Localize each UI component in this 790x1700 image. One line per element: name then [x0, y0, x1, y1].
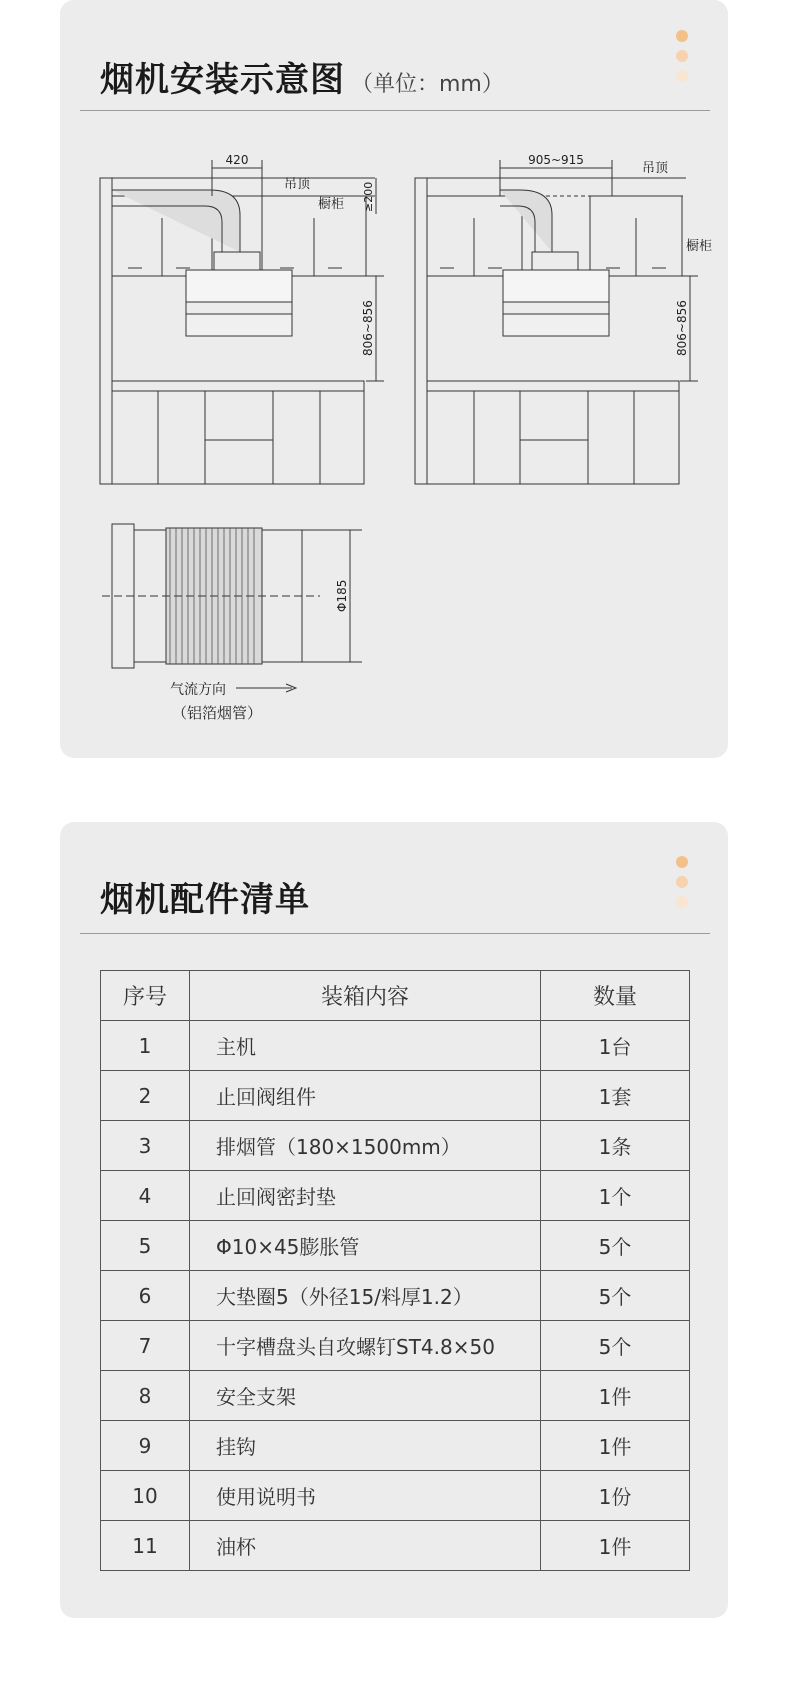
table-row: [101, 1521, 690, 1571]
pipe-name-label: （铝箔烟管）: [172, 704, 263, 722]
table-row: [101, 1221, 690, 1271]
row-no: 6: [101, 1271, 190, 1321]
ceiling-label-left: 吊顶: [284, 177, 311, 192]
table-row: [101, 1121, 690, 1171]
installation-title-text: 烟机安装示意图: [100, 60, 345, 100]
row-no: 8: [101, 1371, 190, 1421]
table-row: [101, 1371, 690, 1421]
parts-table: [100, 970, 690, 1571]
ceiling-label-right: 吊顶: [642, 161, 669, 176]
row-qty: 1个: [541, 1171, 690, 1221]
row-item: 大垫圈5（外径15/料厚1.2）: [190, 1271, 541, 1321]
table-header-row: [101, 971, 690, 1021]
row-no: 2: [101, 1071, 190, 1121]
table-row: [101, 1271, 690, 1321]
row-qty: 1份: [541, 1471, 690, 1521]
row-item: 排烟管（180×1500mm）: [190, 1121, 541, 1171]
section2-divider: [80, 933, 710, 934]
row-item: 油杯: [190, 1521, 541, 1571]
table-row: [101, 1421, 690, 1471]
unit-label: （单位：mm）: [351, 72, 504, 97]
row-item: 使用说明书: [190, 1471, 541, 1521]
row-item: 挂钩: [190, 1421, 541, 1471]
header-qty: 数量: [541, 971, 690, 1021]
table-row: [101, 1071, 690, 1121]
pipe-diameter-label: Φ185: [335, 579, 349, 612]
height-label-right: 806~856: [675, 300, 689, 356]
row-no: 4: [101, 1171, 190, 1221]
row-qty: 1件: [541, 1371, 690, 1421]
row-qty: 1件: [541, 1421, 690, 1471]
dot-icon: [676, 876, 688, 888]
header-item: 装箱内容: [190, 971, 541, 1021]
airflow-label: 气流方向: [170, 682, 226, 698]
row-qty: 5个: [541, 1221, 690, 1271]
gap-label: ≥200: [362, 181, 375, 212]
row-no: 9: [101, 1421, 190, 1471]
row-no: 7: [101, 1321, 190, 1371]
row-no: 11: [101, 1521, 190, 1571]
row-qty: 1条: [541, 1121, 690, 1171]
dot-icon: [676, 896, 688, 908]
table-row: [101, 1021, 690, 1071]
row-no: 1: [101, 1021, 190, 1071]
table-row: [101, 1171, 690, 1221]
row-item: 安全支架: [190, 1371, 541, 1421]
right-width-label: 905~915: [528, 153, 584, 167]
row-item: 止回阀组件: [190, 1071, 541, 1121]
table-row: [101, 1321, 690, 1371]
table-row: [101, 1471, 690, 1521]
cabinet-label-left: 橱柜: [318, 197, 345, 212]
row-item: 止回阀密封垫: [190, 1171, 541, 1221]
parts-list-title: 烟机配件清单: [100, 880, 310, 920]
header-no: 序号: [101, 971, 190, 1021]
row-no: 5: [101, 1221, 190, 1271]
row-qty: 1套: [541, 1071, 690, 1121]
installation-diagram: [0, 0, 790, 740]
row-item: Φ10×45膨胀管: [190, 1221, 541, 1271]
decorative-dots: [676, 856, 690, 916]
row-qty: 5个: [541, 1321, 690, 1371]
row-no: 3: [101, 1121, 190, 1171]
row-item: 十字槽盘头自攻螺钉ST4.8×50: [190, 1321, 541, 1371]
cabinet-label-right: 橱柜: [686, 239, 713, 254]
left-width-label: 420: [225, 153, 249, 167]
dot-icon: [676, 856, 688, 868]
height-label-left: 806~856: [361, 300, 375, 356]
row-qty: 5个: [541, 1271, 690, 1321]
row-no: 10: [101, 1471, 190, 1521]
row-item: 主机: [190, 1021, 541, 1071]
row-qty: 1台: [541, 1021, 690, 1071]
row-qty: 1件: [541, 1521, 690, 1571]
